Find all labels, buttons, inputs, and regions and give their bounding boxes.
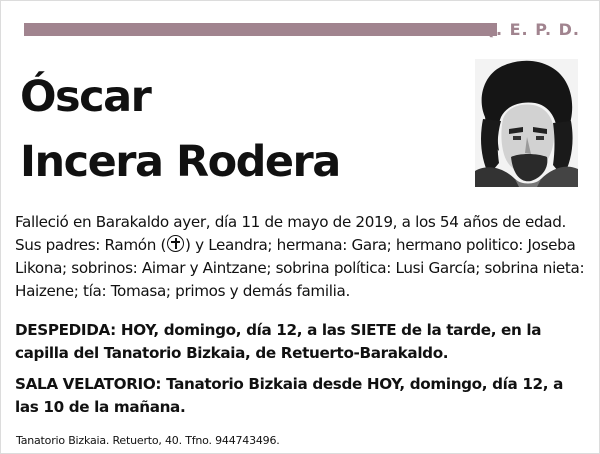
- cross-in-circle-icon: [167, 235, 184, 252]
- death-notice: Falleció en Barakaldo ayer, día 11 de mayo de 2019, a los 54 años de edad.: [15, 213, 567, 231]
- qepd-label: Q. E. P. D.: [481, 20, 580, 39]
- family-list-rest: ) y Leandra; hermana: Gara; hermano politico: Joseba Likona; sobrinos: Aimar y Aintzane; sobrina política: Lusi García; sobrina nieta: Haizene; tía: Tomasa; primos y demás familia.: [15, 236, 585, 300]
- funeral-home-address: Tanatorio Bizkaia. Retuerto, 40. Tfno. 944743496.: [16, 434, 280, 447]
- deceased-last-name: Incera Rodera: [20, 137, 340, 187]
- portrait-photo: [475, 59, 578, 187]
- wake-notice: SALA VELATORIO: Tanatorio Bizkaia desde HOY, domingo, día 12, a las 10 de la mañana.: [15, 375, 564, 416]
- family-list-start: Sus padres: Ramón (: [15, 236, 167, 254]
- deceased-first-name: Óscar: [20, 72, 151, 122]
- farewell-notice: DESPEDIDA: HOY, domingo, día 12, a las SIETE de la tarde, en la capilla del Tanatorio Bizkaia, de Retuerto-Barakaldo.: [15, 321, 542, 362]
- family-list: [15, 234, 587, 303]
- header-bar: [24, 23, 497, 36]
